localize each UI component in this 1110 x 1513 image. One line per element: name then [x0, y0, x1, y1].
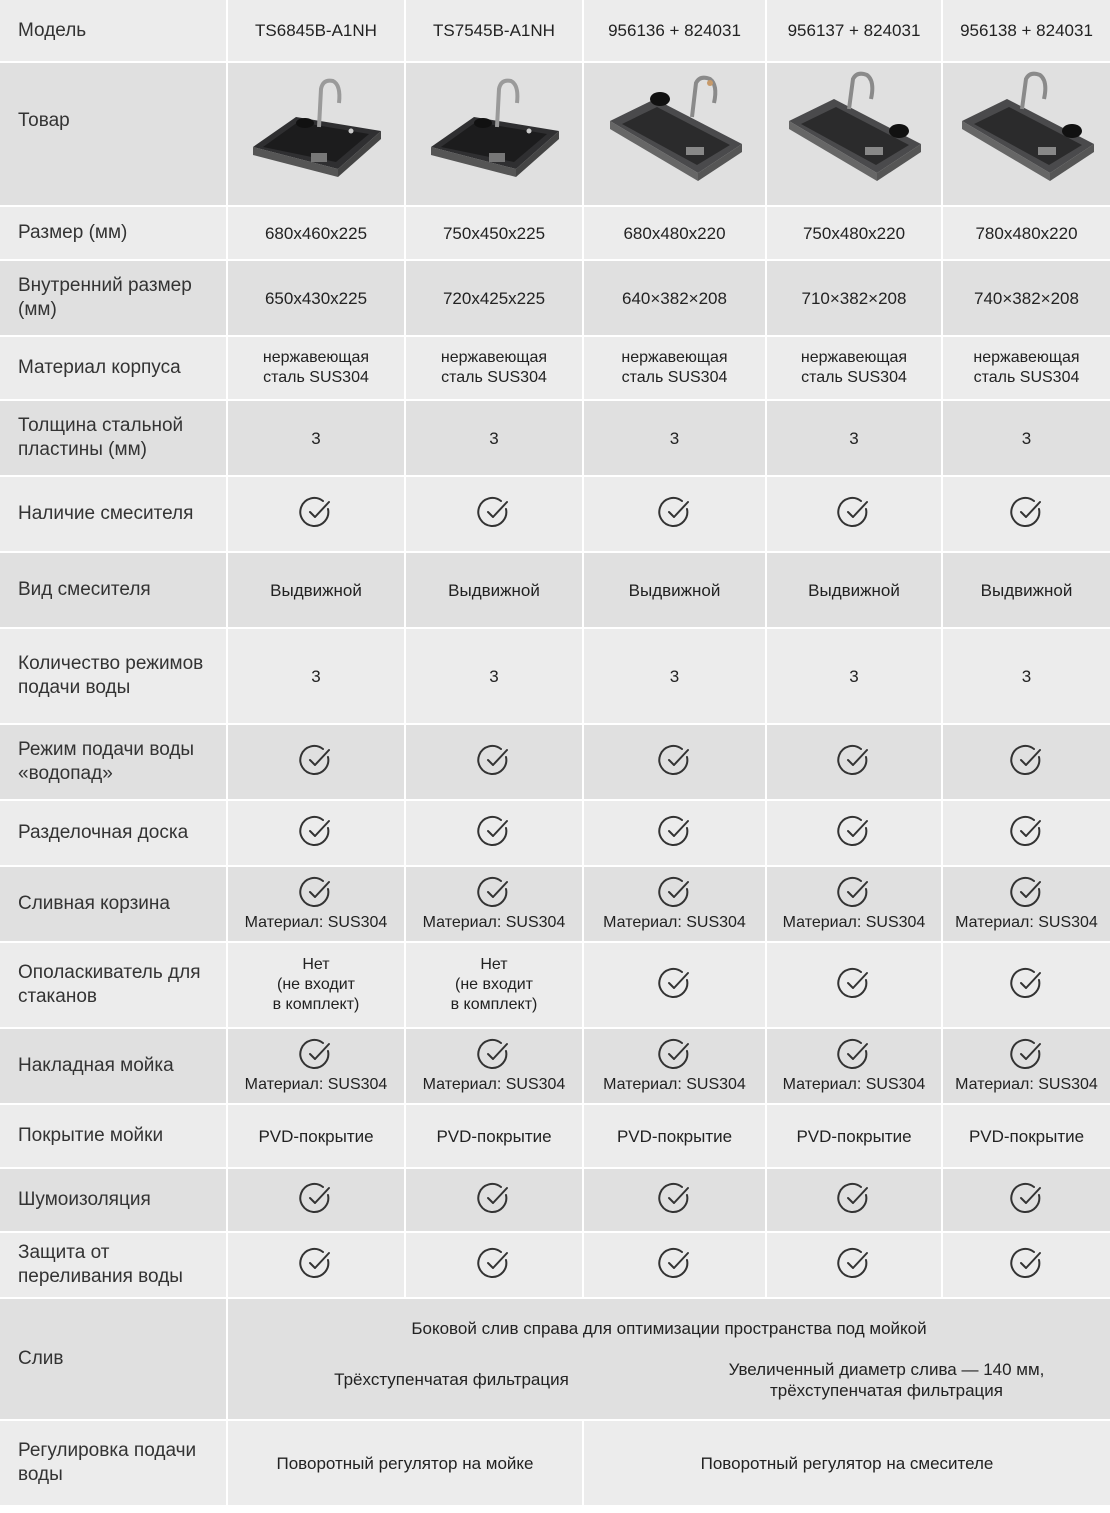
cell-check: [583, 1232, 766, 1298]
cell-material: [766, 336, 942, 400]
material-line: нержавеющая: [440, 349, 548, 366]
check-circle-icon: [1010, 875, 1044, 909]
row-label-model: Модель: [0, 0, 227, 62]
sink-image-cell: [583, 62, 766, 206]
drain-right-line: Увеличенный диаметр слива — 140 мм,: [728, 1359, 1045, 1379]
sink-image-cell: [227, 62, 405, 206]
cell-material: [405, 336, 583, 400]
row-coating: [0, 1104, 1110, 1168]
row-overlay: [0, 1028, 1110, 1104]
cell-check: [942, 800, 1110, 866]
cell-value: 740×382×208: [942, 260, 1110, 336]
cell-check: [405, 1232, 583, 1298]
check-circle-icon: [837, 875, 871, 909]
cell-value: PVD-покрытие: [405, 1104, 583, 1168]
check-circle-icon: [1010, 1181, 1044, 1215]
row-material: [0, 336, 1110, 400]
cell-value: 720x425x225: [405, 260, 583, 336]
header-row: [0, 0, 1110, 62]
cell-check: [942, 724, 1110, 800]
sink-image-cell: [942, 62, 1110, 206]
cell-check: [227, 724, 405, 800]
row-label: Слив: [0, 1298, 227, 1420]
row-faucet: [0, 476, 1110, 552]
check-circle-icon: [1010, 966, 1044, 1000]
check-circle-icon: [658, 1181, 692, 1215]
row-cutting-board: [0, 800, 1110, 866]
row-thickness: [0, 400, 1110, 476]
check-circle-icon: [477, 1246, 511, 1280]
cell-drain: [227, 1298, 1110, 1420]
row-label: Толщина стальной пластины (мм): [0, 400, 227, 476]
check-circle-icon: [477, 875, 511, 909]
check-circle-icon: [837, 814, 871, 848]
row-faucet-type: [0, 552, 1110, 628]
cell-check-note: [942, 866, 1110, 942]
cell-value: 3: [227, 628, 405, 724]
cell-value: Выдвижной: [942, 552, 1110, 628]
absent-line: (не входит: [277, 976, 355, 993]
cell-check: [227, 1232, 405, 1298]
cell-check: [583, 800, 766, 866]
cell-check-note: [227, 1028, 405, 1104]
cell-value: 3: [766, 628, 942, 724]
sink-image-cell: [766, 62, 942, 206]
cell-value: 650x430x225: [227, 260, 405, 336]
cell-check: [942, 1168, 1110, 1232]
cell-check: [766, 942, 942, 1028]
cell-check: [405, 724, 583, 800]
row-label: Режим подачи воды «водопад»: [0, 724, 227, 800]
row-label: Материал корпуса: [0, 336, 227, 400]
cell-check: [583, 476, 766, 552]
cell-check-note: [227, 866, 405, 942]
cell-check: [583, 942, 766, 1028]
absent-line: Нет: [480, 956, 508, 973]
row-noise: [0, 1168, 1110, 1232]
cell-check: [583, 724, 766, 800]
check-circle-icon: [477, 1037, 511, 1071]
cell-check: [942, 476, 1110, 552]
material-line: нержавеющая: [973, 349, 1080, 366]
cell-value: 3: [766, 400, 942, 476]
drain-common-text: Боковой слив справа для оптимизации пространства под мойкой: [411, 1318, 927, 1338]
note-text: Материал: SUS304: [955, 1076, 1098, 1093]
note-text: Материал: SUS304: [422, 1076, 566, 1093]
row-label: Вид смесителя: [0, 552, 227, 628]
sink-image-cell: [405, 62, 583, 206]
check-circle-icon: [299, 814, 333, 848]
material-line: сталь SUS304: [441, 369, 547, 386]
check-circle-icon: [837, 495, 871, 529]
material-line: нержавеющая: [621, 349, 728, 366]
absent-line: в комплект): [272, 996, 360, 1013]
cell-check: [405, 1168, 583, 1232]
row-label: Покрытие мойки: [0, 1104, 227, 1168]
check-circle-icon: [299, 1037, 333, 1071]
cell-check: [583, 1168, 766, 1232]
cell-check: [766, 724, 942, 800]
row-label: Количество режимов подачи воды: [0, 628, 227, 724]
drain-left-text: Трёхступенчатая фильтрация: [334, 1369, 569, 1389]
note-text: Материал: SUS304: [603, 914, 746, 931]
row-label: Шумоизоляция: [0, 1168, 227, 1232]
model-name: 956138 + 824031: [942, 0, 1110, 62]
check-circle-icon: [477, 495, 511, 529]
check-circle-icon: [658, 495, 692, 529]
sink-product-image: [779, 69, 929, 199]
cell-material: [583, 336, 766, 400]
row-drain: [0, 1298, 1110, 1420]
absent-line: Нет: [302, 956, 330, 973]
cell-check-note: [766, 1028, 942, 1104]
cell-check: [942, 942, 1110, 1028]
cell-check: [766, 476, 942, 552]
cell-check-note: [766, 866, 942, 942]
row-regulation: [0, 1420, 1110, 1506]
model-name: 956136 + 824031: [583, 0, 766, 62]
row-label: Наличие смесителя: [0, 476, 227, 552]
cell-check: [766, 1232, 942, 1298]
note-text: Материал: SUS304: [955, 914, 1098, 931]
material-line: нержавеющая: [800, 349, 908, 366]
check-circle-icon: [299, 743, 333, 777]
cell-value: Выдвижной: [766, 552, 942, 628]
check-circle-icon: [477, 743, 511, 777]
check-circle-icon: [658, 875, 692, 909]
row-label: Накладная мойка: [0, 1028, 227, 1104]
row-glass-rinser: [0, 942, 1110, 1028]
check-circle-icon: [658, 966, 692, 1000]
check-circle-icon: [1010, 743, 1044, 777]
row-label: Внутренний размер (мм): [0, 260, 227, 336]
cell-check-note: [583, 1028, 766, 1104]
note-text: Материал: SUS304: [422, 914, 566, 931]
cell-check: [227, 1168, 405, 1232]
row-waterfall: [0, 724, 1110, 800]
check-circle-icon: [837, 1246, 871, 1280]
row-drain-basket: [0, 866, 1110, 942]
check-circle-icon: [837, 743, 871, 777]
check-circle-icon: [837, 1037, 871, 1071]
cell-value: 710×382×208: [766, 260, 942, 336]
cell-value: 3: [583, 628, 766, 724]
check-circle-icon: [299, 875, 333, 909]
drain-right-text: [669, 1359, 1104, 1401]
cell-value: Выдвижной: [405, 552, 583, 628]
row-water-modes: [0, 628, 1110, 724]
cell-value: 3: [405, 400, 583, 476]
cell-check: [227, 800, 405, 866]
product-row: [0, 62, 1110, 206]
check-circle-icon: [299, 1246, 333, 1280]
check-circle-icon: [299, 1181, 333, 1215]
material-line: сталь SUS304: [263, 369, 369, 386]
cell-check: [227, 476, 405, 552]
check-circle-icon: [1010, 814, 1044, 848]
row-label: Защита от переливания воды: [0, 1232, 227, 1298]
check-circle-icon: [477, 1181, 511, 1215]
row-label: Регулировка подачи воды: [0, 1420, 227, 1506]
sink-product-image: [241, 69, 391, 199]
check-circle-icon: [1010, 495, 1044, 529]
check-circle-icon: [299, 495, 333, 529]
cell-value: PVD-покрытие: [227, 1104, 405, 1168]
row-inner-size: [0, 260, 1110, 336]
cell-check: [766, 800, 942, 866]
cell-check: [766, 1168, 942, 1232]
check-circle-icon: [658, 743, 692, 777]
check-circle-icon: [477, 814, 511, 848]
sink-product-image: [952, 69, 1102, 199]
cell-material: [942, 336, 1110, 400]
cell-check-note: [583, 866, 766, 942]
model-name: 956137 + 824031: [766, 0, 942, 62]
model-name: TS7545B-A1NH: [405, 0, 583, 62]
row-overflow: [0, 1232, 1110, 1298]
cell-regulation-left: Поворотный регулятор на мойке: [227, 1420, 583, 1506]
note-text: Материал: SUS304: [244, 1076, 388, 1093]
check-circle-icon: [1010, 1246, 1044, 1280]
cell-value: Выдвижной: [583, 552, 766, 628]
cell-material: [227, 336, 405, 400]
check-circle-icon: [658, 1037, 692, 1071]
check-circle-icon: [837, 1181, 871, 1215]
drain-split: [234, 1359, 1104, 1401]
cell-check: [942, 1232, 1110, 1298]
cell-absent: [405, 942, 583, 1028]
check-circle-icon: [658, 814, 692, 848]
cell-value: 3: [942, 400, 1110, 476]
cell-check: [405, 800, 583, 866]
cell-value: 640×382×208: [583, 260, 766, 336]
note-text: Материал: SUS304: [603, 1076, 746, 1093]
cell-value: PVD-покрытие: [583, 1104, 766, 1168]
cell-value: 680x480x220: [583, 206, 766, 260]
cell-value: 780x480x220: [942, 206, 1110, 260]
cell-check-note: [942, 1028, 1110, 1104]
row-label: Сливная корзина: [0, 866, 227, 942]
note-text: Материал: SUS304: [782, 914, 926, 931]
check-circle-icon: [1010, 1037, 1044, 1071]
drain-right-line: трёхступенчатая фильтрация: [769, 1380, 1003, 1400]
model-name: TS6845B-A1NH: [227, 0, 405, 62]
cell-check-note: [405, 866, 583, 942]
check-circle-icon: [837, 966, 871, 1000]
cell-value: 3: [942, 628, 1110, 724]
material-line: сталь SUS304: [973, 369, 1080, 386]
material-line: сталь SUS304: [621, 369, 728, 386]
material-line: нержавеющая: [262, 349, 370, 366]
cell-regulation-right: Поворотный регулятор на смесителе: [583, 1420, 1110, 1506]
cell-value: 3: [583, 400, 766, 476]
cell-check: [405, 476, 583, 552]
row-label: Ополаскиватель для стаканов: [0, 942, 227, 1028]
cell-check-note: [405, 1028, 583, 1104]
row-label: Разделочная доска: [0, 800, 227, 866]
absent-line: (не входит: [455, 976, 533, 993]
row-label-product: Товар: [0, 62, 227, 206]
cell-value: 750x480x220: [766, 206, 942, 260]
cell-value: 3: [227, 400, 405, 476]
row-label: Размер (мм): [0, 206, 227, 260]
cell-value: 750x450x225: [405, 206, 583, 260]
sink-product-image: [600, 69, 750, 199]
cell-absent: [227, 942, 405, 1028]
cell-value: 680x460x225: [227, 206, 405, 260]
note-text: Материал: SUS304: [782, 1076, 926, 1093]
check-circle-icon: [658, 1246, 692, 1280]
note-text: Материал: SUS304: [244, 914, 388, 931]
sink-product-image: [419, 69, 569, 199]
cell-value: PVD-покрытие: [766, 1104, 942, 1168]
cell-value: 3: [405, 628, 583, 724]
cell-value: Выдвижной: [227, 552, 405, 628]
material-line: сталь SUS304: [801, 369, 907, 386]
row-size: [0, 206, 1110, 260]
absent-line: в комплект): [450, 996, 538, 1013]
cell-value: PVD-покрытие: [942, 1104, 1110, 1168]
